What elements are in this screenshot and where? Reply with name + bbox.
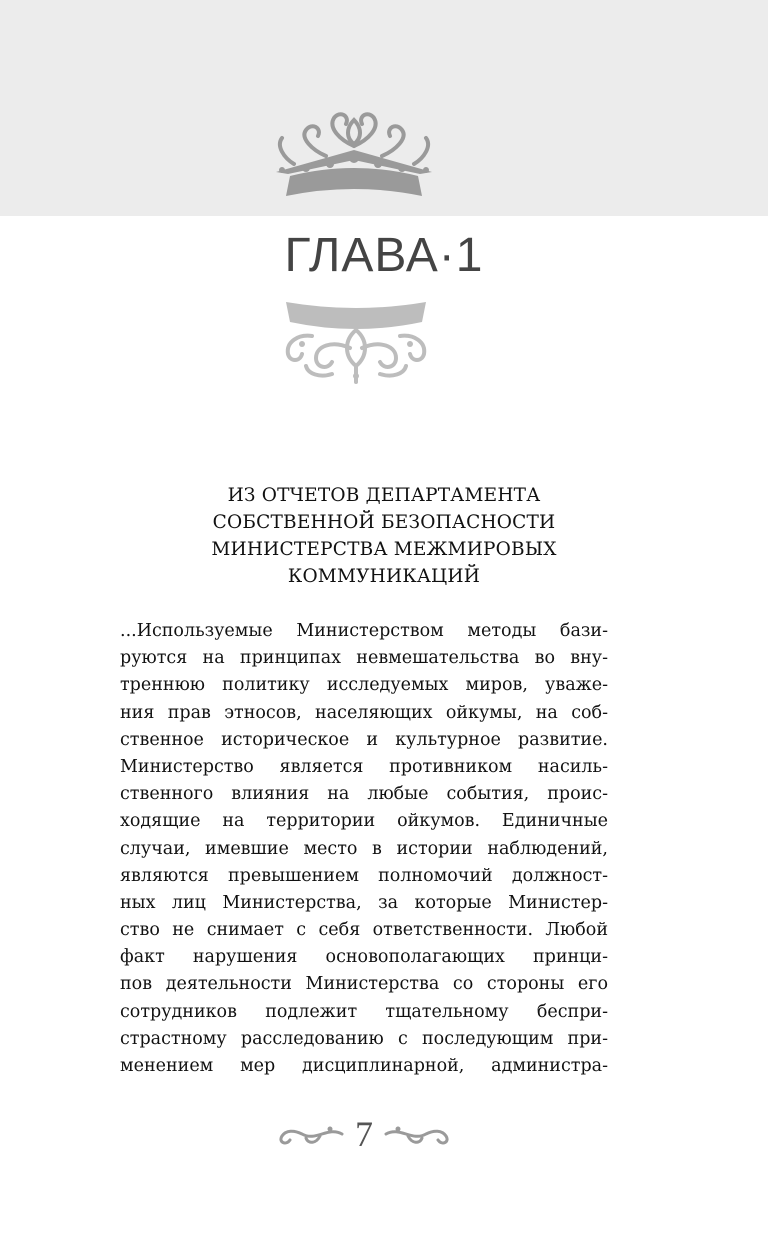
text-line: страстному расследованию с последующим при-	[120, 1028, 608, 1049]
text-line: ния прав этносов, населяющих ойкумы, на соб-	[120, 702, 608, 723]
crown-ornament-icon	[270, 110, 438, 202]
text-line: ...Используемые Министерством методы бази-	[120, 621, 608, 641]
text-line: ных лиц Министерства, за которые Министер-	[120, 892, 608, 913]
text-line: ственное историческое и культурное развитие.	[120, 729, 608, 750]
text-line: треннюю политику исследуемых миров, уваже-	[120, 675, 608, 696]
text-line: ство не снимает с себя ответственности. Любой	[120, 920, 608, 941]
scroll-right-icon	[384, 1120, 456, 1148]
page-number: 7	[355, 1114, 373, 1154]
heading-line: СОБСТВЕННОЙ БЕЗОПАСНОСТИ	[212, 512, 556, 533]
text-line: менением мер дисциплинарной, администра-	[120, 1056, 608, 1076]
text-line: руются на принципах невмешательства во вну-	[120, 648, 608, 669]
heading-line: ИЗ ОТЧЕТОВ ДЕПАРТАМЕНТА	[227, 485, 541, 506]
text-line: являются превышением полномочий должност-	[120, 865, 608, 886]
heading-line: МИНИСТЕРСТВА МЕЖМИРОВЫХ	[211, 539, 557, 560]
text-line: ходящие на территории ойкумов. Единичные	[120, 811, 608, 832]
flourish-ornament-icon	[272, 296, 440, 386]
section-heading	[134, 482, 634, 590]
text-line: случаи, имевшие место в истории наблюдений,	[120, 838, 608, 859]
body-paragraph	[120, 618, 608, 1080]
page-footer	[0, 1112, 768, 1156]
scroll-left-icon	[272, 1120, 344, 1148]
text-line: пов деятельности Министерства со стороны его	[120, 974, 608, 995]
chapter-title: ГЛАВА·1	[284, 229, 484, 282]
text-line: ственного влияния на любые события, проис-	[120, 784, 608, 805]
text-line: Министерство является противником насиль-	[120, 756, 608, 777]
text-line: факт нарушения основополагающих принци-	[120, 947, 608, 968]
heading-line: КОММУНИКАЦИЙ	[287, 566, 481, 587]
text-line: сотрудников подлежит тщательному беспри-	[120, 1001, 608, 1022]
